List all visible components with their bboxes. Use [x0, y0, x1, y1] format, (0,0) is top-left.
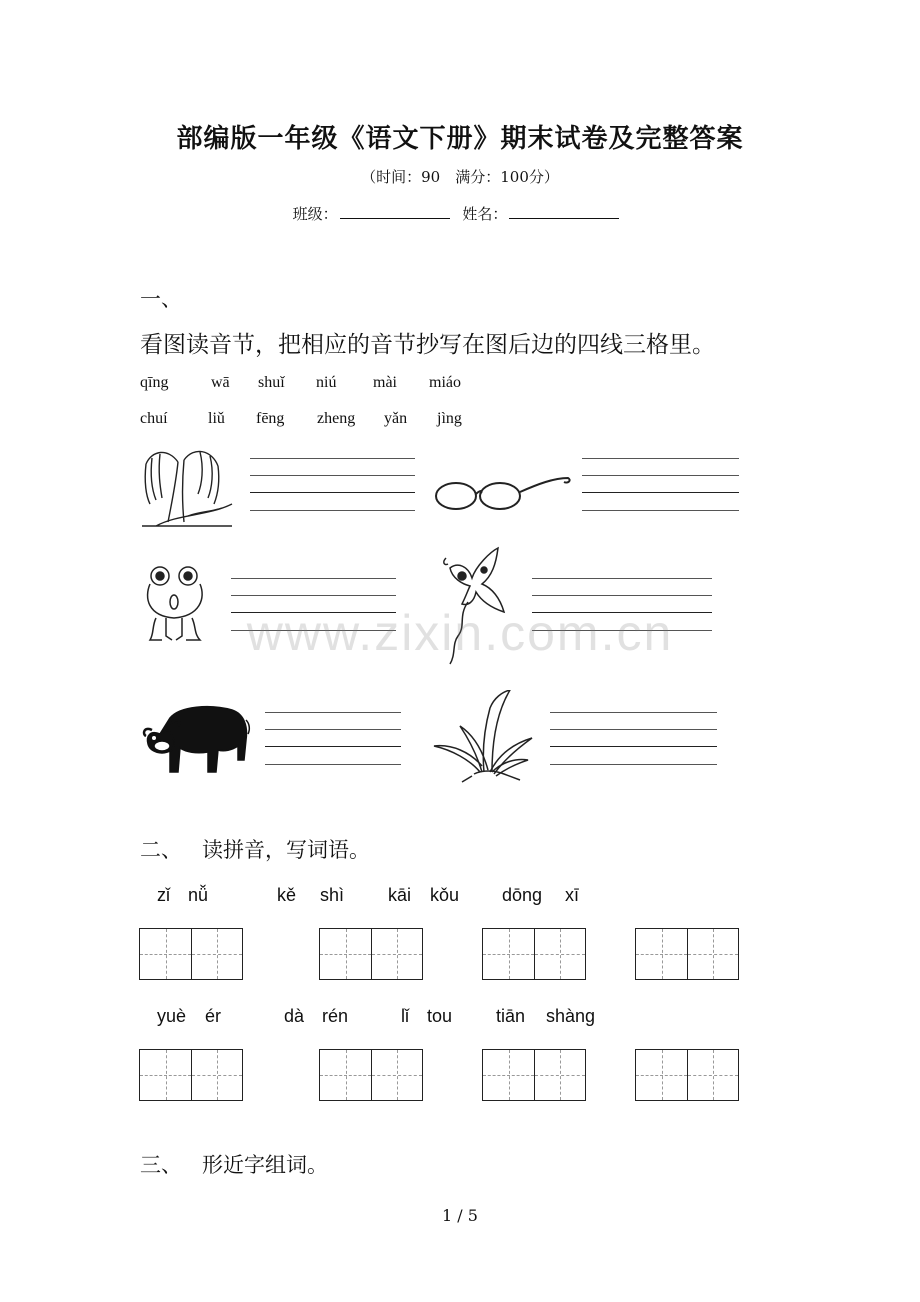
willow-tree-icon: [138, 442, 236, 528]
pinyin-syllable: yǎn: [384, 410, 408, 427]
student-info: [0, 203, 920, 224]
section1-instruction: 看图读音节，把相应的音节抄写在图后边的四线三格里。: [140, 332, 715, 358]
section2-number: 二、: [140, 838, 182, 862]
pinyin-row-1: [140, 374, 540, 394]
name-label: 姓名：: [462, 205, 508, 223]
pinyin-word: lǐ: [401, 1006, 409, 1026]
writing-grid[interactable]: [635, 928, 739, 980]
four-line-grid[interactable]: [550, 712, 717, 766]
page-title: 部编版一年级《语文下册》期末试卷及完整答案: [176, 124, 744, 154]
pinyin-word: nǚ: [188, 885, 209, 905]
writing-grid[interactable]: [139, 1049, 243, 1101]
writing-grid[interactable]: [319, 1049, 423, 1101]
four-line-grid[interactable]: [582, 458, 739, 512]
buffalo-icon: [140, 700, 252, 776]
class-label: 班级：: [292, 205, 338, 223]
writing-grid[interactable]: [139, 928, 243, 980]
writing-grid[interactable]: [482, 928, 586, 980]
pinyin-word: dà: [284, 1006, 305, 1026]
pinyin-syllable: niú: [316, 374, 337, 391]
section2-instruction: 读拼音，写词语。: [202, 838, 370, 862]
section3-heading: [140, 1149, 328, 1179]
section2-heading: [140, 834, 370, 864]
page-number: 1 / 5: [442, 1206, 478, 1225]
pinyin-word: zǐ: [157, 885, 170, 905]
name-blank[interactable]: [509, 204, 619, 219]
class-blank[interactable]: [340, 204, 450, 219]
watermark-text: www.zixin.com.cn: [246, 605, 674, 661]
wheat-seedling-icon: [432, 690, 536, 786]
four-line-grid[interactable]: [265, 712, 401, 766]
pinyin-syllable: liǔ: [208, 410, 225, 427]
pinyin-word: ér: [205, 1006, 222, 1026]
glasses-icon: [432, 470, 572, 516]
writing-grid[interactable]: [319, 928, 423, 980]
pinyin-word: tou: [427, 1006, 453, 1026]
pinyin-syllable: shuǐ: [258, 374, 285, 391]
writing-grid[interactable]: [635, 1049, 739, 1101]
pinyin-word: shì: [320, 885, 345, 905]
pinyin-syllable: jìng: [437, 410, 462, 427]
pinyin-word: kāi: [388, 885, 412, 905]
pinyin-word: kě: [277, 885, 297, 905]
pinyin-syllable: miáo: [429, 374, 461, 391]
pinyin-word: yuè: [157, 1006, 187, 1026]
four-line-grid[interactable]: [250, 458, 415, 512]
pinyin-word: xī: [565, 885, 580, 905]
pinyin-word: dōng: [502, 885, 543, 905]
pinyin-word: kǒu: [430, 885, 460, 905]
section1-number: 一、: [140, 287, 182, 311]
pinyin-syllable: wā: [211, 374, 230, 391]
pinyin-row-2: [140, 410, 540, 430]
pinyin-word: rén: [322, 1006, 349, 1026]
pinyin-syllable: chuí: [140, 410, 168, 427]
pinyin-syllable: zheng: [317, 410, 356, 427]
pinyin-syllable: qīng: [140, 374, 169, 391]
pinyin-word: tiān: [496, 1006, 526, 1026]
pinyin-syllable: fēng: [256, 410, 285, 427]
section3-instruction: 形近字组词。: [202, 1153, 328, 1177]
section3-number: 三、: [140, 1153, 182, 1177]
exam-info: （时间：90 满分：100分）: [361, 168, 559, 186]
pinyin-word: shàng: [546, 1006, 596, 1026]
pinyin-syllable: mài: [373, 374, 397, 391]
writing-grid[interactable]: [482, 1049, 586, 1101]
